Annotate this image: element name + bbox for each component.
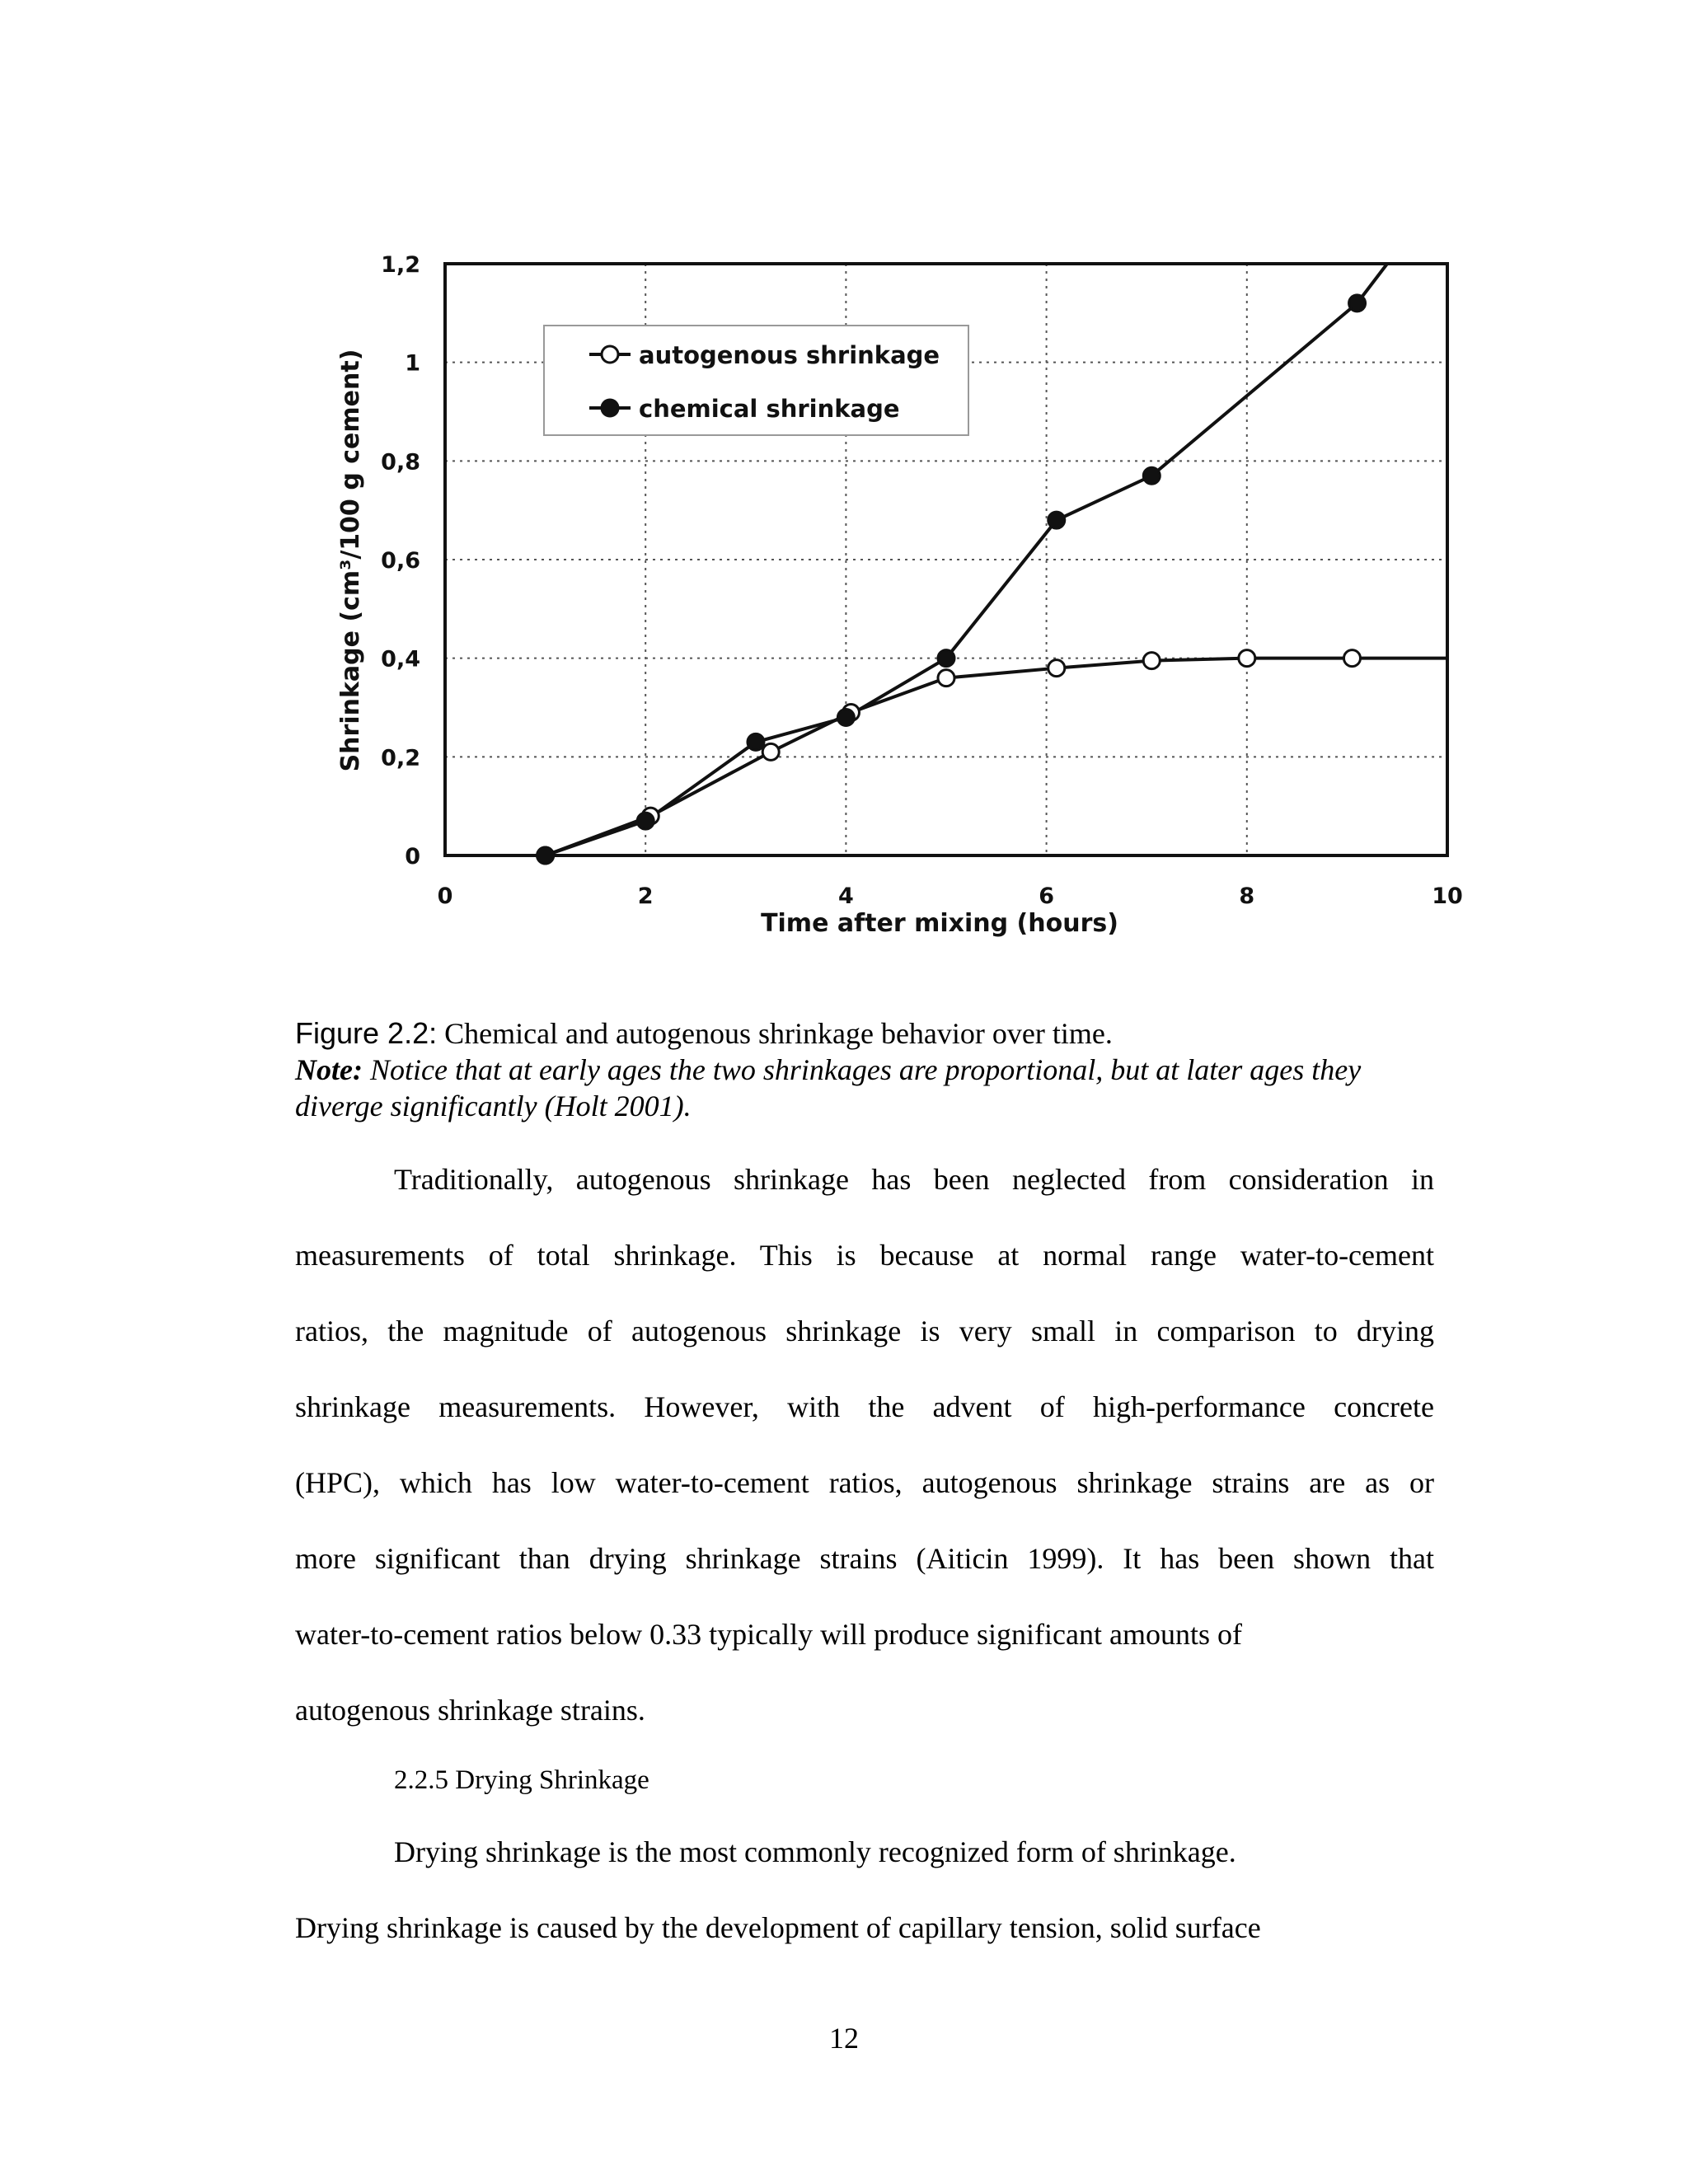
figure-note-line-1 xyxy=(295,1052,1449,1088)
chemical-data-point xyxy=(748,733,764,750)
autogenous-data-point xyxy=(1143,653,1160,669)
section-heading: 2.2.5 Drying Shrinkage xyxy=(394,1765,649,1795)
figure-caption xyxy=(295,1015,1449,1052)
chart-legend xyxy=(544,326,968,435)
paragraph-1-line: (HPC), which has low water-to-cement ratios, autogenous shrinkage strains are as or xyxy=(295,1466,1434,1499)
paragraph-1-line: water-to-cement ratios below 0.33 typically will produce significant amounts of xyxy=(295,1618,1242,1651)
legend-autogenous-marker xyxy=(602,346,618,363)
y-tick-label: 1 xyxy=(405,350,420,377)
figure-note-label: Note: xyxy=(295,1053,363,1086)
chemical-data-point xyxy=(637,813,654,829)
x-tick-labels xyxy=(438,883,1463,909)
autogenous-data-point xyxy=(1239,650,1255,667)
chemical-data-point xyxy=(1349,295,1366,312)
legend-autogenous-label: autogenous shrinkage xyxy=(639,341,940,369)
paragraph-1-line: ratios, the magnitude of autogenous shrinkage is very small in comparison to drying xyxy=(295,1315,1434,1347)
paragraph-1-line: autogenous shrinkage strains. xyxy=(295,1694,645,1727)
y-tick-label: 0,2 xyxy=(381,745,420,771)
paragraph-1-line: Traditionally, autogenous shrinkage has been neglected from consideration in xyxy=(394,1163,1434,1196)
x-axis-label: Time after mixing (hours) xyxy=(761,909,1118,938)
chemical-data-point xyxy=(537,847,554,864)
paragraph-2-line: Drying shrinkage is the most commonly recognized form of shrinkage. xyxy=(394,1835,1236,1868)
x-tick-label: 10 xyxy=(1432,883,1463,909)
chemical-data-point xyxy=(1143,467,1160,484)
x-tick-label: 8 xyxy=(1239,883,1255,909)
y-tick-label: 0,4 xyxy=(381,646,420,673)
x-tick-label: 6 xyxy=(1039,883,1054,909)
paragraph-1-line: more significant than drying shrinkage strains (Aiticin 1999). It has been shown that xyxy=(295,1542,1434,1575)
chemical-data-point xyxy=(1048,512,1065,528)
shrinkage-chart xyxy=(313,231,1484,972)
figure-note-text-2: diverge significantly (Holt 2001). xyxy=(295,1090,692,1122)
legend-chemical-marker xyxy=(602,400,618,416)
figure-note-text-1: Notice that at early ages the two shrinkages are proportional, but at later ages they xyxy=(369,1053,1362,1086)
y-tick-label: 0 xyxy=(405,844,420,869)
figure-caption-label: Figure 2.2: xyxy=(295,1016,438,1050)
autogenous-data-point xyxy=(1048,660,1065,677)
y-tick-label: 0,6 xyxy=(381,548,420,574)
figure-note-line-2 xyxy=(295,1088,1449,1124)
y-tick-label: 1,2 xyxy=(381,252,420,278)
autogenous-data-point xyxy=(938,670,954,687)
chemical-data-point xyxy=(938,650,954,667)
autogenous-data-point xyxy=(1343,650,1360,667)
page-number: 12 xyxy=(829,2022,859,2055)
x-tick-label: 4 xyxy=(838,883,854,909)
figure-caption-text: Chemical and autogenous shrinkage behavior over time. xyxy=(444,1017,1113,1050)
autogenous-data-point xyxy=(762,743,779,760)
x-tick-label: 2 xyxy=(637,883,654,909)
chemical-data-point xyxy=(837,709,854,725)
paragraph-2-line: Drying shrinkage is caused by the development of capillary tension, solid surface xyxy=(295,1911,1261,1944)
legend-chemical-label: chemical shrinkage xyxy=(639,395,900,423)
y-axis-label: Shrinkage (cm³/100 g cement) xyxy=(336,349,365,772)
x-tick-label: 0 xyxy=(437,883,453,909)
y-tick-label: 0,8 xyxy=(381,449,420,476)
paragraph-1-line: measurements of total shrinkage. This is because at normal range water-to-cement xyxy=(295,1239,1434,1272)
paragraph-1-line: shrinkage measurements. However, with the advent of high-performance concrete xyxy=(295,1390,1434,1423)
y-tick-labels xyxy=(381,252,420,869)
